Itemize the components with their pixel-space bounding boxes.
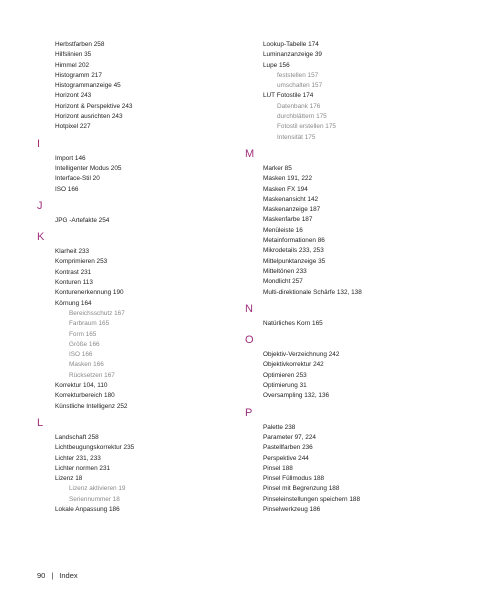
index-entry: Pinsel mit Begrenzung 188: [263, 485, 340, 493]
index-entry: Palette 238: [263, 423, 296, 431]
index-entry: Horizont ausrichten 243: [55, 113, 123, 121]
letter-heading: J: [37, 199, 43, 212]
index-entry: Optimierung 31: [263, 382, 307, 390]
index-entry: Interface-Stil 20: [55, 175, 100, 183]
index-subentry: Seriennummer 18: [69, 495, 120, 503]
index-subentry: Datenbank 176: [277, 102, 321, 110]
index-entry: Pinselwerkzeug 186: [263, 505, 321, 513]
index-entry: Menüleiste 16: [263, 226, 303, 234]
index-entry: Lichtbeugungskorrektur 235: [55, 444, 135, 452]
index-subentry: umschalten 157: [277, 82, 323, 90]
index-entry: Maskenansicht 142: [263, 195, 319, 203]
index-subentry: durchblättern 175: [277, 113, 327, 121]
index-subentry: ISO 166: [69, 351, 93, 359]
index-entry: Konturenerkennung 190: [55, 289, 124, 297]
index-entry: Natürliches Korn 165: [263, 319, 323, 327]
index-entry: Körnung 164: [55, 299, 92, 307]
index-entry: Maskenfarbe 187: [263, 216, 313, 224]
index-entry: Multi-direktionale Schärfe 132, 138: [263, 288, 362, 296]
index-entry: Konturen 113: [55, 279, 93, 287]
index-entry: Pinseleinstellungen speichern 188: [263, 495, 360, 503]
letter-heading: L: [37, 416, 44, 429]
index-entry: Künstliche Intelligenz 252: [55, 402, 128, 410]
index-entry: Kontrast 231: [55, 268, 92, 276]
index-entry: Pinsel 188: [263, 464, 293, 472]
index-entry: Oversampling 132, 136: [263, 392, 330, 400]
index-entry: Himmel 202: [55, 61, 90, 69]
index-entry: Luminanzanzeige 39: [263, 51, 322, 59]
index-subentry: Größe 166: [69, 340, 100, 348]
index-entry: Parameter 97, 224: [263, 433, 316, 441]
index-entry: Metainformationen 86: [263, 237, 325, 245]
index-subentry: Rücksetzen 167: [69, 371, 115, 379]
index-entry: Lichter normen 231: [55, 464, 111, 472]
index-entry: Komprimieren 253: [55, 258, 108, 266]
index-entry: Marker 85: [263, 164, 292, 172]
index-entry: Intelligenter Modus 205: [55, 164, 122, 172]
index-entry: JPG -Artefakte 254: [55, 216, 110, 224]
letter-heading: N: [245, 302, 253, 315]
index-entry: Pastellfarben 236: [263, 444, 313, 452]
footer-separator: |: [51, 571, 54, 580]
index-subentry: Masken 166: [69, 361, 104, 369]
index-entry: Perspektive 244: [263, 454, 309, 462]
index-entry: Histogrammanzeige 45: [55, 82, 121, 90]
index-entry: Optimieren 253: [263, 371, 307, 379]
index-entry: Klarheit 233: [55, 248, 90, 256]
index-entry: Korrekturbereich 180: [55, 392, 115, 400]
index-entry: Maskenanzeige 187: [263, 206, 321, 214]
index-entry: Lupe 156: [263, 61, 290, 69]
letter-heading: O: [245, 334, 254, 347]
index-entry: Objektiv-Verzeichnung 242: [263, 351, 340, 359]
index-entry: Mikrodetails 233, 253: [263, 247, 324, 255]
index-column-right: [245, 40, 463, 515]
index-entry: Masken FX 194: [263, 185, 308, 193]
index-entry: Mitteltönen 233: [263, 267, 307, 275]
letter-heading: M: [245, 147, 255, 160]
index-subentry: Farbraum 165: [69, 320, 110, 328]
page-number: 90: [37, 571, 46, 580]
index-subentry: Lizenz aktivieren 19: [69, 485, 126, 493]
index-subentry: feststellen 157: [277, 71, 319, 79]
index-entry: Herbstfarben 258: [55, 41, 105, 48]
index-subentry: Bereichsschutz 167: [69, 309, 125, 317]
letter-heading: K: [37, 231, 45, 244]
index-entry: Lizenz 18: [55, 475, 83, 483]
index-subentry: Intensität 175: [277, 133, 316, 141]
index-entry: ISO 166: [55, 185, 79, 193]
page-footer: [37, 571, 78, 580]
index-entry: Lookup-Tabelle 174: [263, 41, 319, 48]
index-entry: Masken 191, 222: [263, 175, 313, 183]
index-entry: Mittelpunktanzeige 35: [263, 257, 326, 265]
index-entry: Lokale Anpassung 186: [55, 505, 120, 513]
index-entry: Lichter 231, 233: [55, 454, 101, 462]
index-entry: Landschaft 258: [55, 433, 99, 441]
index-entry: Histogramm 217: [55, 71, 102, 79]
index-subentry: Fotostil erstellen 175: [277, 123, 336, 131]
index-entry: Hilfslinien 35: [55, 51, 92, 59]
letter-heading: I: [37, 137, 41, 150]
index-entry: Horizont & Perspektive 243: [55, 102, 133, 110]
index-entry: Hotpixel 227: [55, 123, 91, 131]
index-subentry: Form 165: [69, 330, 97, 338]
index-entry: Horizont 243: [55, 92, 92, 100]
index-entry: Mondlicht 257: [263, 278, 303, 286]
index-entry: Import 146: [55, 154, 86, 162]
letter-heading: P: [245, 406, 253, 419]
index-column-left: [37, 40, 255, 515]
index-entry: Pinsel Füllmodus 188: [263, 475, 325, 483]
index-entry: Korrektur 104, 110: [55, 382, 108, 390]
index-entry: Objektivkorrektur 242: [263, 361, 324, 369]
section-title: Index: [59, 571, 78, 580]
index-entry: LUT Fotostile 174: [263, 92, 314, 100]
